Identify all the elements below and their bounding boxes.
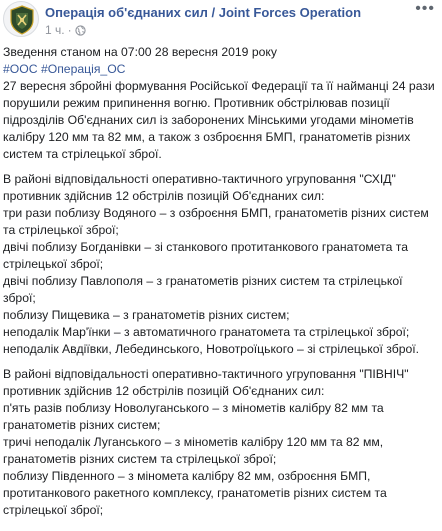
post-meta (45, 23, 86, 37)
east-item: поблизу Пищевика – з гранатометів різних систем; (3, 308, 290, 322)
north-item: п'ять разів поблизу Новолуганського – з мінометів калібру 82 мм та гранатометів різних систем; (3, 401, 384, 432)
globe-icon[interactable] (75, 25, 86, 36)
post-timestamp[interactable]: 1 ч. (45, 23, 65, 37)
hashtags (3, 61, 435, 78)
east-item: неподалік Авдіївки, Лебединського, Новотроїцького – зі стрілецької зброї. (3, 342, 420, 356)
east-item: неподалік Мар'їнки – з автоматичного гранатомета та стрілецької зброї; (3, 325, 410, 339)
north-group-header: В районі відповідальності оперативно-тактичного угруповання "ПІВНІЧ" противник здійснив 12 обстрілів позицій Об'єднаних сил: (3, 367, 409, 398)
hashtag-operatsiia-os[interactable]: #Операція_ОС (40, 62, 126, 76)
post-body (3, 44, 435, 519)
post-header (0, 0, 442, 44)
north-item: тричі неподалік Луганського – з мінометів калібру 120 мм та 82 мм, гранатометів різних систем та стрілецької зброї; (3, 435, 384, 466)
meta-separator: · (67, 23, 72, 37)
summary-heading: Зведення станом на 07:00 28 вересня 2019 року (3, 45, 277, 59)
page-name-link[interactable]: Операція об'єднаних сил / Joint Forces Operation (45, 5, 362, 20)
east-item: три рази поблизу Водяного – з озброєння БМП, гранатометів різних систем та стрілецької зброї; (3, 206, 429, 237)
page-avatar[interactable] (3, 1, 39, 37)
more-options-icon[interactable]: ••• (415, 0, 435, 17)
east-item: двічі поблизу Павлополя – з гранатометів різних систем та стрілецької зброї; (3, 274, 403, 305)
east-item: двічі поблизу Богданівки – зі станкового протитанкового гранатомета та стрілецької зброї; (3, 240, 408, 271)
north-item: поблизу Південного – з міномета калібру 82 мм, озброєння БМП, протитанкового ракетного комплексу, гранатометів різних систем та стрілецької зброї; (3, 469, 387, 517)
emblem-icon (10, 5, 34, 35)
east-group-header: В районі відповідальності оперативно-тактичного угруповання "СХІД" противник здійснив 12 обстрілів позицій Об'єднаних сил: (3, 172, 396, 203)
hashtag-oos[interactable]: #ООС (3, 62, 38, 76)
intro-paragraph: 27 вересня збройні формування Російської Федерації та її найманці 24 рази порушили режим припинення вогню. Противник обстрілював позиції підрозділів Об'єднаних сил із заборонених Мінськими угодами мінометів калібру 120 мм та 82 мм, а також з озброєння БМП, гранатометів різних систем та стрілецької зброї. (3, 79, 435, 161)
